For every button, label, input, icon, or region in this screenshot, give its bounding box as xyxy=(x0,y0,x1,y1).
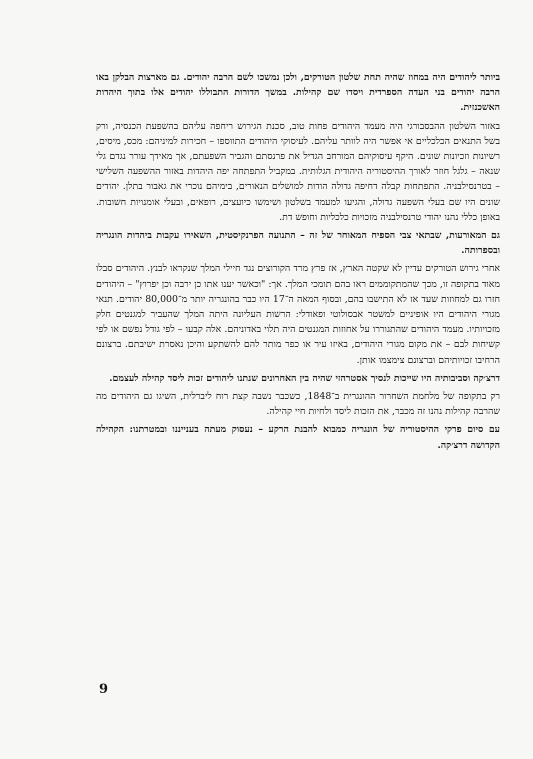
paragraph-6: רק בתקופה של מלחמת השחרור ההונגרית ב־1848, כשכבר נשבה קצת רוח ליברלית, השיגו גם היהודים מה שהרבה קהילות נהנו זה מכבר, את הזכות ליסד ולחיות חיי קהילה. xyxy=(96,391,500,418)
paragraph-1: ביותר ליהודים היה במחוז שהיה תחת שלטון הטורקים, ולכן נמשכו לשם הרבה יהודים. גם מארצות הבלקן באו הרבה יהודים בני העדה הספרדית ויסדו שם קהילות. במשך הדורות התבוללו יהודים אלו בתוך היהדות האשכנזית. xyxy=(96,72,500,114)
body-text xyxy=(96,70,500,456)
paragraph-3: גם המאורעות, שבתאי צבי הספיח המאוחר של זה – התנועה הפרנקיסטית, השאירו עקבות ביהדות הונגריה ובספרותה. xyxy=(96,230,500,257)
paragraph-2: באזור השלטון ההבסבורגי היה מעמד היהודים פחות טוב, סכנת הגירוש ריחפה עליהם בהשפעת הכנסיה, ורק בשל התנאים הכלכליים אי אפשר היה לוותר עליהם. לעיסוקי היהודים התווספו – חכירות למיניהם: מכס, מיסים, רשיונות וזכיונות שונים. היקף עיסוקיהם המורחב הגדיל את פרנסתם והגביר השפעתם, אך מאידך עורר נגדם גלי שנאה – גלגל חוזר לאורך ההיסטוריה היהודית הגלותית. במקביל התפתחה יפה היהדות באזור ההשפעה השלישי – בטרנסילבניה. התפתחות קבלה דחיפה גדולה הודות למושלים הנאורים, בימיהם נוכרי את גאבור בתלן. יהודים שונים היו שם בעלי השפעה גדולה, והגיעו למעמד בשלטון ושימשו כיועצים, רופאים, ובעלי אומנויות חשובות. באופן כללי נהנו יהודי טרנסילבניה מזכויות כלכליות וחופש דת. xyxy=(96,120,500,223)
paragraph-5: דרצ׳קה וסביבותיה היו שייכות לנסיך אסטרהזי שהיה בין האחרונים שנתנו ליהודים זכות ליסד קהילה לעצמם. xyxy=(109,372,500,384)
paragraph-4: אחרי גירוש הטורקים עדיין לא שקטה הארץ, אז פרץ מרד הקורוצים נגד חיילי המלך שנקראו לבנץ. היהודים סבלו מאוד בתקופה זו, מכך שהמתקוממים ראו בהם תומכי המלך. אך: "וכאשר יענו אתו כן ירבה וכן יפרוץ" – היהודים חזרו גם למחוזות שעד אז לא התישבו בהם, ובסוף המאה ה־17 היו כבר בהונגריה יותר מ־80,000 יהודים. תנאי מגורי היהודים היו אופיניים למשטר אבסולוטי ופאודלי: הרשות העליונה היתה המלך שהעביר למגנטים חלק מזכויותיו. מעמד היהודים שהתגוררו על אחוזות המגנטים היה תלוי באדוניהם. אלה קבעו – לפי גודל נפשם או לפי קשיחות לבם – את מקום מגורי היהודים, באיזו עיר או כפר מותר להם להשתקע והיכן נאסרת ישיבתם. ברצונם הרחיבו זכויותיהם וברצונם צימצמו אותן. xyxy=(96,263,501,366)
paragraph-7: עם סיום פרקי ההיסטוריה של הונגריה כמבוא להבנת הרקע – נעסוק מעתה בענייננו ובמטרתנו: הקהילה הקדושה דרצ׳קה. xyxy=(96,424,500,451)
page-number: 9 xyxy=(99,682,109,697)
